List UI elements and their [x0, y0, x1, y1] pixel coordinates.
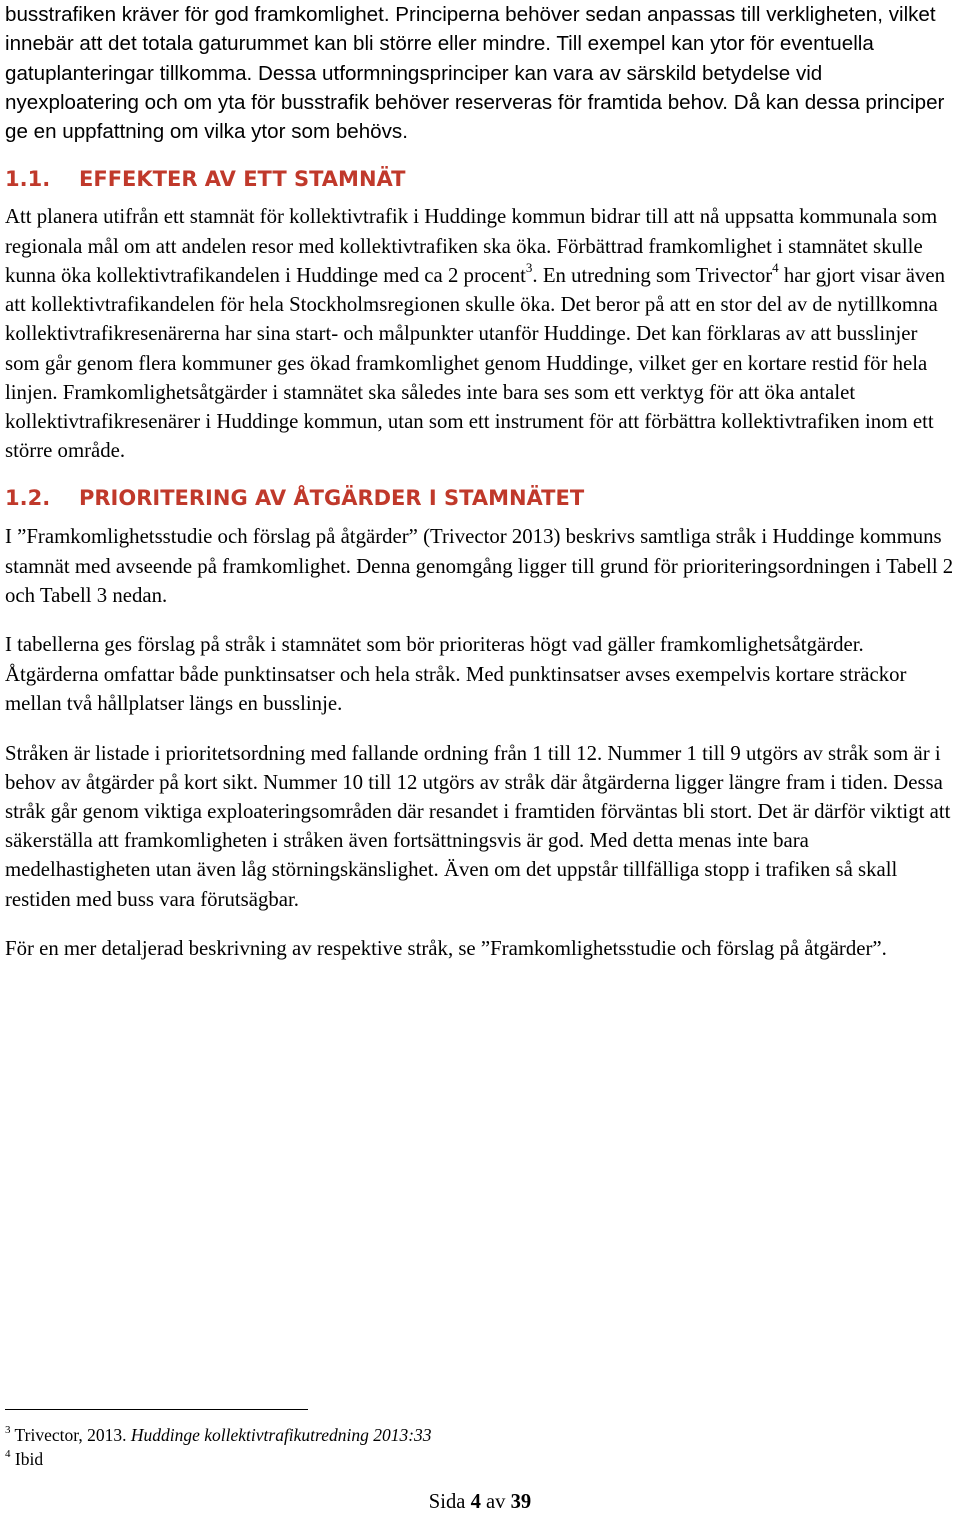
footnote-mark: 3 [5, 1424, 11, 1437]
intro-paragraph: busstrafiken kräver för god framkomlighet. Principerna behöver sedan anpassas till verkligheten, vilket innebär att det totala gaturummet kan bli större eller mindre. Till exempel kan ytor för eventuella gatuplanteringar tillkomma. Dessa utformningsprinciper kan vara av särskild betydelse vid nyexploatering och om yta för busstrafik behöver reserveras för framtida behov. Då kan dessa principer ge en uppfattning om vilka ytor som behövs. [5, 3, 945, 144]
footnote-text: Trivector, 2013. [10, 1425, 131, 1445]
section-number: 1.2. [5, 486, 51, 511]
footnote-ref[interactable]: 4 [772, 259, 779, 275]
section-heading-prioritering [5, 484, 957, 513]
footnote [5, 1447, 905, 1471]
footnote-title: Huddinge kollektivtrafikutredning 2013:33 [130, 1425, 432, 1445]
body-paragraph: I tabellerna ges förslag på stråk i stamnätet som bör prioriteras högt vad gäller framkomlighetsåtgärder. Åtgärderna omfattar både punktinsatser och hela stråk. Med punktinsatser avses exempelvis kortare sträckor mellan två hållplatser längs en busslinje. [5, 633, 907, 715]
footer-label: Sida [428, 1491, 471, 1513]
paragraph-text: har gjort visar även att kollektivtrafikandelen för hela Stockholmsregionen skulle öka. Det beror på att en stor del av de nytillkomna kollektivtrafikresenärerna har sina start- och målpunkter utanför Huddinge. Det kan förklaras av att busslinjer som går genom flera kommuner ges ökad framkomlighet genom Huddinge, vilket ger en kortare restid för hela linjen. Framkomlighetsåtgärder i stamnätet ska således inte bara ses som ett verktyg för att öka antalet kollektivtrafikresenärer i Huddinge kommun, utan som ett instrument för att förbättra kollektivtrafiken inom ett större område. [5, 263, 945, 463]
section-number: 1.1. [5, 167, 51, 192]
current-page-number: 4 [470, 1491, 481, 1513]
footnote-text: Ibid [10, 1449, 44, 1469]
footnote-mark: 4 [5, 1448, 11, 1461]
footnote [5, 1423, 905, 1447]
paragraph-text: Att planera utifrån ett stamnät för kollektivtrafik i Huddinge kommun bidrar till att nå uppsatta kommunala som regionala mål om att andelen resor med kollektivtrafiken ska öka. Förbättrad framkomlighet i stamnätet skulle kunna öka kollektivtrafikandelen i Huddinge med ca 2 procent [5, 205, 938, 287]
section-title: EFFEKTER AV ETT STAMNÄT [79, 167, 406, 192]
footer-label: av [480, 1491, 511, 1513]
body-paragraph [5, 202, 957, 465]
footnote-divider [5, 1409, 308, 1410]
document-page [5, 0, 957, 963]
section-title: PRIORITERING AV ÅTGÄRDER I STAMNÄTET [79, 486, 585, 511]
total-page-number: 39 [510, 1491, 532, 1513]
body-paragraph: Stråken är listade i prioritetsordning med fallande ordning från 1 till 12. Nummer 1 till 9 utgörs av stråk som är i behov av åtgärder på kort sikt. Nummer 10 till 12 utgörs av stråk där åtgärderna ligger längre fram i tiden. Dessa stråk går genom viktiga exploateringsområden där resandet i framtiden förväntas bli stort. Det är därför viktigt att säkerställa att framkomligheten i stråken även fortsättningsvis är god. Med detta menas inte bara medelhastigheten utan även låg störningskänslighet. Även om det uppstår tillfälliga stopp i trafiken så skall restiden med buss vara förutsägbar. [5, 741, 951, 911]
footnote-ref[interactable]: 3 [525, 259, 533, 275]
section-heading-effekter [5, 165, 957, 194]
page-footer [0, 1488, 960, 1516]
paragraph-text: . En utredning som Trivector [532, 263, 773, 287]
body-paragraph: För en mer detaljerad beskrivning av respektive stråk, se ”Framkomlighetsstudie och förslag på åtgärder”. [5, 937, 887, 961]
body-paragraph: I ”Framkomlighetsstudie och förslag på åtgärder” (Trivector 2013) beskrivs samtliga stråk i Huddinge kommuns stamnät med avseende på framkomlighet. Denna genomgång ligger till grund för prioriteringsordningen i Tabell 2 och Tabell 3 nedan. [5, 525, 954, 607]
footnotes [5, 1423, 905, 1471]
